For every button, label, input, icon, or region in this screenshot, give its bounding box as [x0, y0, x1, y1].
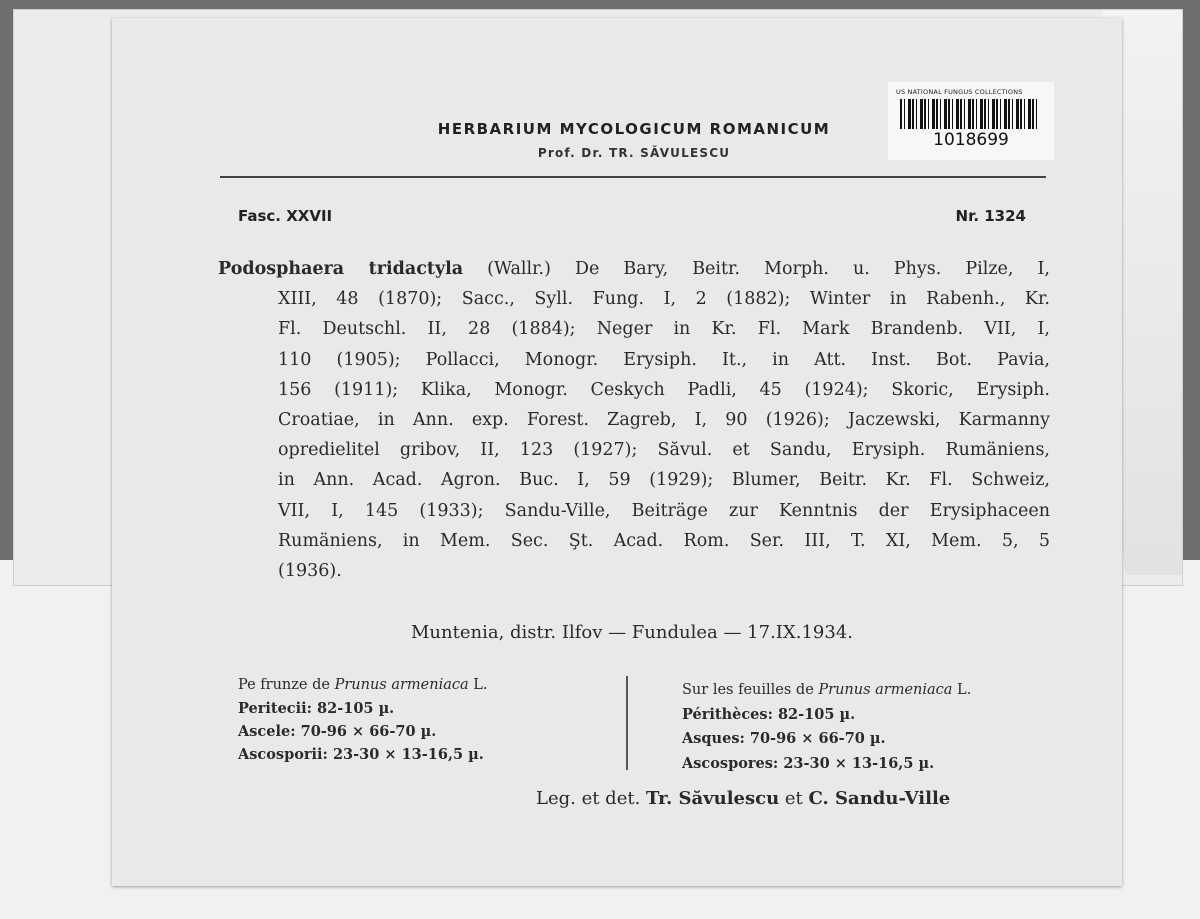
collector-name: Tr. Săvulescu	[646, 788, 780, 809]
citation-line: in Ann. Acad. Agron. Buc. I, 59 (1929); Blumer, Beitr. Kr. Fl. Schweiz,	[278, 470, 1050, 491]
ascospores-ro: Ascosporii: 23-30 × 13-16,5 µ.	[238, 746, 484, 763]
perithecia-fr: Périthèces: 82-105 µ.	[682, 705, 856, 723]
herbarium-director: Prof. Dr. TR. SĂVULESCU	[537, 146, 731, 160]
citation-line: opredielitel gribov, II, 123 (1927); Săvul. et Sandu, Erysiph. Rumäniens,	[278, 440, 1050, 461]
citation-line: 110 (1905); Pollacci, Monogr. Erysiph. It., in Att. Inst. Bot. Pavia,	[278, 349, 1050, 370]
citation-line: 156 (1911); Klika, Monogr. Ceskych Padli, 45 (1924); Skoric, Erysiph.	[278, 379, 1050, 400]
specimen-number: Nr. 1324	[955, 207, 1026, 225]
host-line-fr: Sur les feuilles de Prunus armeniaca L.	[682, 682, 972, 698]
barcode-number: 1018699	[933, 130, 1009, 150]
citation-line: (1936).	[278, 561, 342, 582]
ascospores-fr: Ascospores: 23-30 × 13-16,5 µ.	[682, 754, 935, 772]
collector-name: C. Sandu-Ville	[808, 788, 951, 809]
herbarium-title: HERBARIUM MYCOLOGICUM ROMANICUM	[437, 120, 831, 138]
host-name-ro: Prunus armeniaca	[334, 677, 469, 693]
column-divider	[626, 676, 628, 770]
citation-line: XIII, 48 (1870); Sacc., Syll. Fung. I, 2 (1882); Winter in Rabenh., Kr.	[278, 289, 1050, 310]
citation-line: VII, I, 145 (1933); Sandu-Ville, Beiträge zur Kenntnis der Erysiphaceen	[278, 500, 1050, 521]
host-name-fr: Prunus armeniaca	[818, 682, 953, 698]
collectors-line: Leg. et det. Tr. Săvulescu et C. Sandu-Ville	[536, 788, 951, 809]
header-divider	[220, 176, 1046, 178]
citation-line: Fl. Deutschl. II, 28 (1884); Neger in Kr. Fl. Mark Brandenb. VII, I,	[278, 319, 1050, 340]
french-description	[682, 678, 1082, 776]
asci-ro: Ascele: 70-96 × 66-70 µ.	[238, 723, 437, 740]
species-citation	[218, 254, 1050, 586]
collection-locality: Muntenia, distr. Ilfov — Fundulea — 17.IX.1934.	[410, 622, 853, 643]
asci-fr: Asques: 70-96 × 66-70 µ.	[682, 730, 886, 747]
romanian-description	[238, 674, 618, 766]
citation-line: Podosphaera tridactyla (Wallr.) De Bary, Beitr. Morph. u. Phys. Pilze, I,	[218, 259, 1050, 279]
perithecia-ro: Peritecii: 82-105 µ.	[238, 700, 395, 717]
citation-line: Rumäniens, in Mem. Sec. Şt. Acad. Rom. Ser. III, T. XI, Mem. 5, 5	[278, 530, 1050, 551]
species-name: Podosphaera tridactyla	[218, 259, 464, 279]
barcode-icon	[900, 99, 1038, 129]
barcode-label	[888, 82, 1054, 160]
barcode-caption: US NATIONAL FUNGUS COLLECTIONS	[896, 88, 1023, 96]
fascicle-number: Fasc. XXVII	[238, 207, 333, 225]
herbarium-label	[112, 18, 1122, 886]
host-line-ro: Pe frunze de Prunus armeniaca L.	[238, 677, 488, 693]
citation-line: Croatiae, in Ann. exp. Forest. Zagreb, I, 90 (1926); Jaczewski, Karmanny	[278, 410, 1050, 431]
